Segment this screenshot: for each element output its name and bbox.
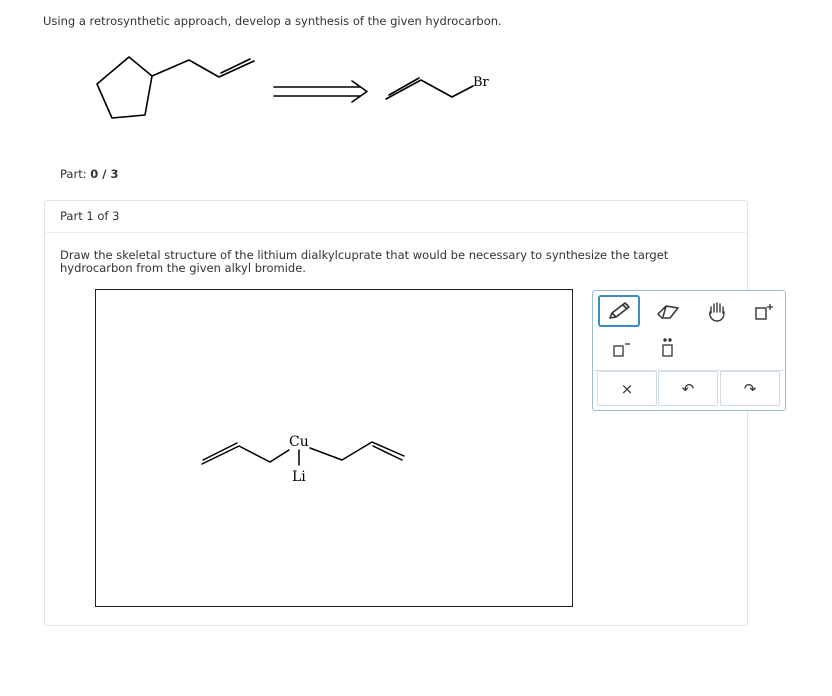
part-card-divider xyxy=(44,232,748,233)
eraser-icon xyxy=(655,303,681,321)
hand-tool[interactable] xyxy=(699,297,737,327)
drawing-canvas[interactable] xyxy=(95,289,573,607)
lone-pair-tool[interactable] xyxy=(650,334,686,362)
lone-pair-icon xyxy=(657,337,679,359)
hand-icon xyxy=(706,301,730,323)
part-progress-label: Part: xyxy=(60,167,87,181)
cyclopentane-ring xyxy=(97,57,152,118)
left-allyl-chain xyxy=(202,446,289,464)
close-icon: × xyxy=(620,379,634,398)
pencil-icon xyxy=(606,301,632,321)
target-chain xyxy=(152,60,254,77)
retrosynthesis-scheme xyxy=(0,0,832,160)
negative-charge-icon xyxy=(610,340,632,358)
target-double-bond xyxy=(221,59,250,73)
retro-arrow-head xyxy=(352,81,367,102)
part-progress xyxy=(60,167,118,181)
pencil-tool[interactable] xyxy=(598,295,640,327)
redo-icon: ↷ xyxy=(743,379,757,398)
add-box-icon xyxy=(752,302,776,322)
part-progress-value: 0 / 3 xyxy=(90,167,119,181)
add-box-tool[interactable] xyxy=(745,297,783,327)
negative-charge-tool[interactable] xyxy=(603,336,639,362)
clear-button[interactable] xyxy=(597,371,657,406)
question-text: Using a retrosynthetic approach, develop a synthesis of the given hydrocarbon. xyxy=(43,14,502,28)
lithium-label: Li xyxy=(292,469,306,485)
undo-button[interactable] xyxy=(658,371,718,406)
bromine-label: Br xyxy=(473,75,489,90)
right-allyl-chain xyxy=(310,442,404,460)
copper-label: Cu xyxy=(289,434,309,450)
redo-button[interactable] xyxy=(720,371,780,406)
part-instructions: Draw the skeletal structure of the lithium dialkylcuprate that would be necessary to synthesize the target hydrocarbon from the given alkyl bromide. xyxy=(60,248,669,275)
eraser-tool[interactable] xyxy=(649,297,687,327)
undo-icon: ↶ xyxy=(681,379,695,398)
drawn-cuprate-molecule[interactable] xyxy=(96,290,572,606)
allyl-double-bond xyxy=(389,78,419,95)
part-card-title: Part 1 of 3 xyxy=(60,209,120,223)
left-allyl-double-bond xyxy=(203,443,237,460)
